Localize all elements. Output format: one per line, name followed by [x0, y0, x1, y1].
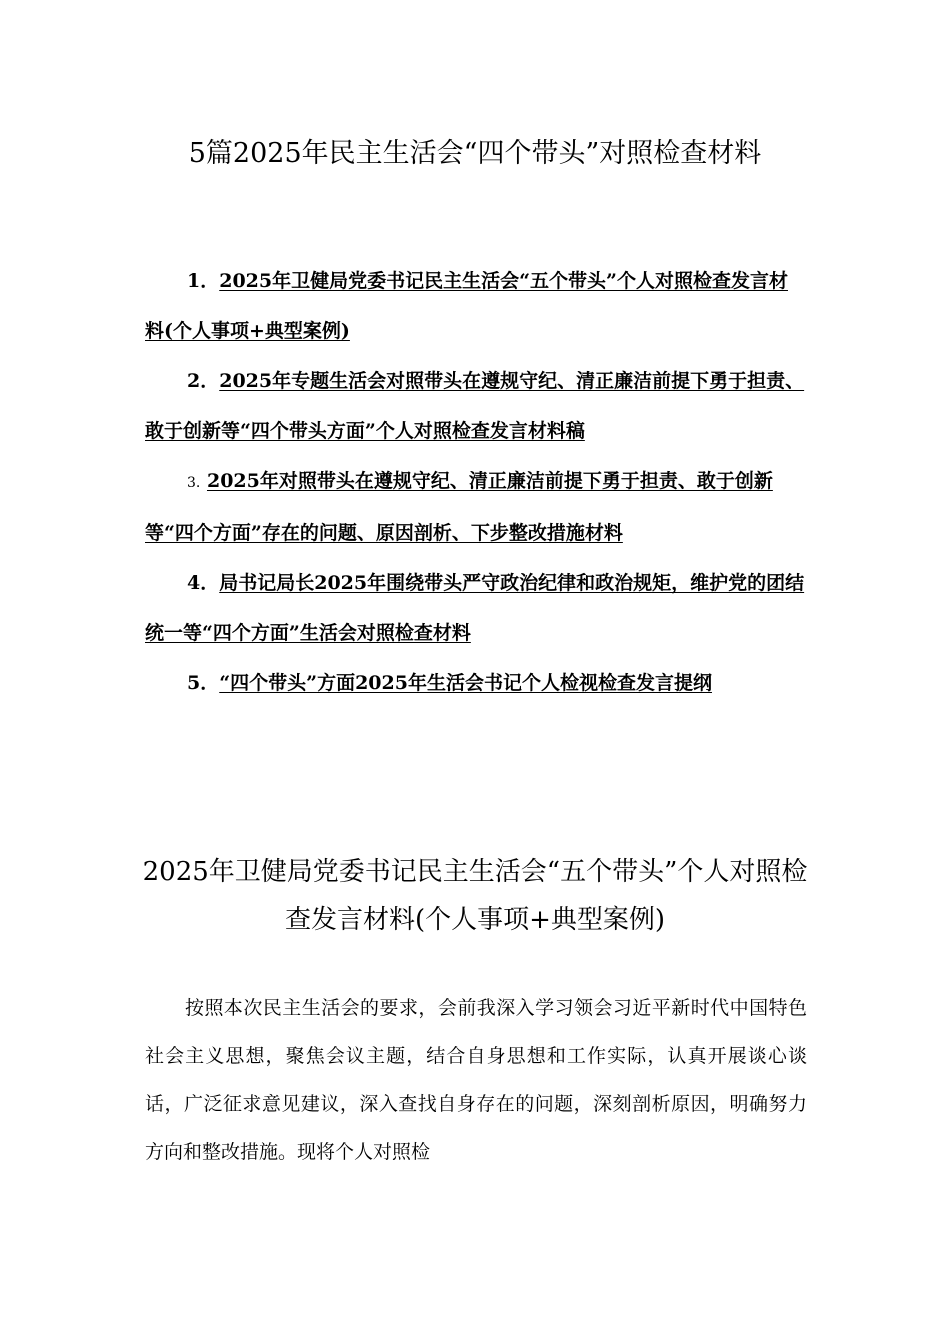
- toc-link-5[interactable]: “四个带头”方面2025年生活会书记个人检视检查发言提纲: [219, 672, 712, 694]
- toc-item-3: [145, 456, 805, 558]
- toc-link-2[interactable]: 2025年专题生活会对照带头在遵规守纪、清正廉洁前提下勇于担责、敢于创新等“四个带头方面”个人对照检查发言材料稿: [145, 370, 805, 442]
- toc-link-3[interactable]: 2025年对照带头在遵规守纪、清正廉洁前提下勇于担责、敢于创新等“四个方面”存在的问题、原因剖析、下步整改措施材料: [145, 470, 773, 544]
- toc-item-number: 3.: [187, 475, 201, 491]
- table-of-contents: [145, 256, 805, 708]
- toc-item-2: [145, 356, 805, 456]
- toc-link-4[interactable]: 局书记局长2025年围绕带头严守政治纪律和政治规矩，维护党的团结统一等“四个方面”生活会对照检查材料: [145, 572, 805, 644]
- section-title: 2025年卫健局党委书记民主生活会“五个带头”个人对照检查发言材料(个人事项+典型案例): [142, 857, 808, 935]
- toc-item-4: [145, 558, 805, 658]
- toc-item-number: 4．: [187, 572, 220, 594]
- toc-item-5: [145, 658, 805, 708]
- toc-item-number: 5．: [187, 672, 220, 694]
- toc-item-number: 2．: [187, 370, 220, 392]
- document-title: 5篇2025年民主生活会“四个带头”对照检查材料: [188, 138, 762, 169]
- toc-item-1: [145, 256, 805, 356]
- toc-item-number: 1．: [187, 270, 220, 292]
- body-paragraph: 按照本次民主生活会的要求，会前我深入学习领会习近平新时代中国特色社会主义思想，聚焦会议主题，结合自身思想和工作实际，认真开展谈心谈话，广泛征求意见建议，深入查找自身存在的问题，深刻剖析原因，明确努力方向和整改措施。现将个人对照检: [145, 997, 807, 1163]
- toc-link-1[interactable]: 2025年卫健局党委书记民主生活会“五个带头”个人对照检查发言材料(个人事项+典型案例): [145, 270, 788, 342]
